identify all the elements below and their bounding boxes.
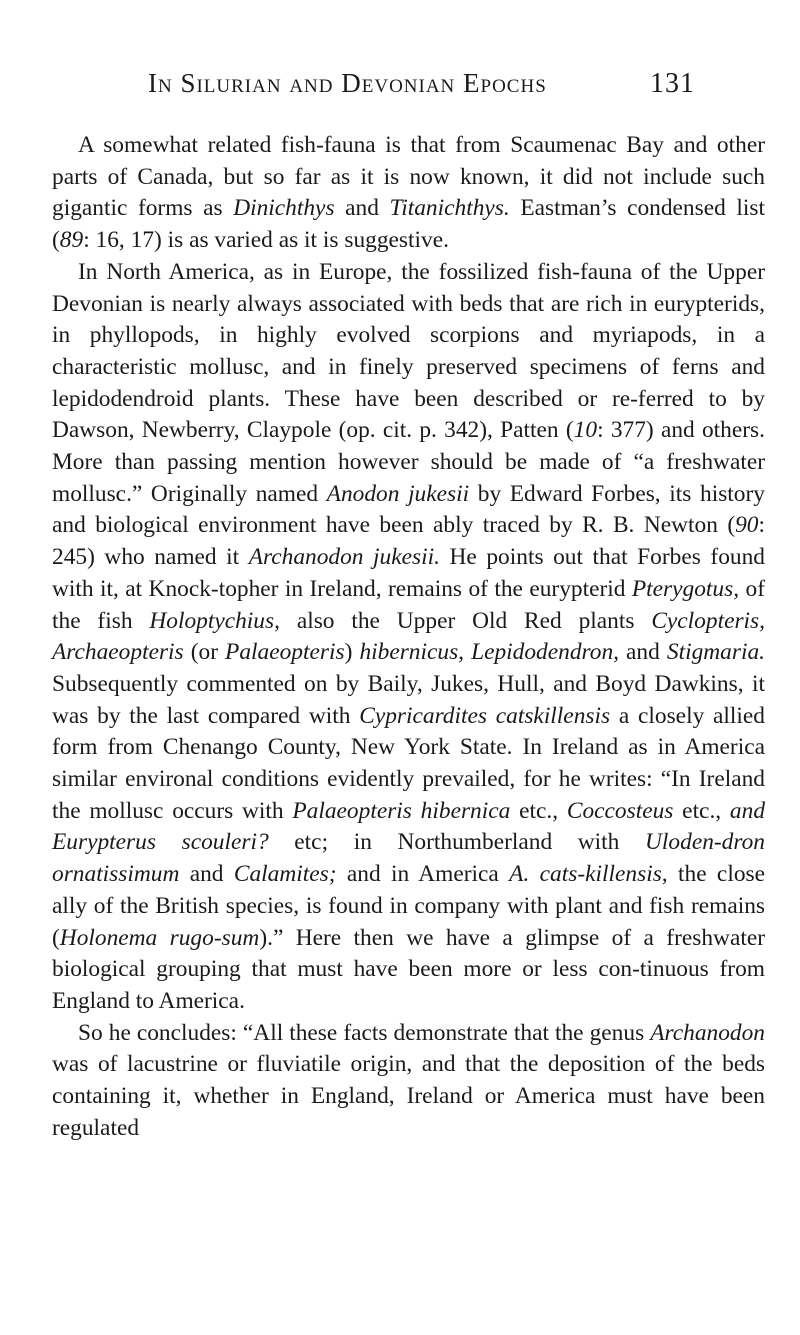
italic-run: Calamites;	[233, 861, 337, 888]
text-run: by Edward Forbes, its history and biological environment have been ably traced by R. B. Newton (	[52, 480, 765, 539]
text-run: the close ally of the British species, is found in company with plant and fish remains (	[52, 861, 765, 951]
italic-run: Palaeopteris hibernica	[292, 797, 511, 824]
italic-run: Holoptychius,	[149, 607, 280, 634]
text-run: Subsequently commented on by Baily, Jukes, Hull, and Boyd Dawkins, it was by the last compared with	[52, 670, 765, 729]
text-run: and in America	[336, 861, 510, 888]
text-run: also the Upper Old Red plants	[279, 607, 652, 634]
text-run: and	[334, 195, 390, 222]
body-text	[52, 130, 765, 1145]
italic-run: Holonema rugo-sum	[59, 924, 260, 951]
paragraph-3	[52, 1018, 765, 1145]
italic-run: Coccosteus	[566, 797, 674, 824]
italic-run: 10	[573, 417, 598, 444]
text-run: (or	[183, 639, 226, 666]
text-run: So he concludes: “All these facts demonstrate that the genus	[78, 1019, 651, 1046]
text-run: and	[619, 639, 667, 666]
text-run: : 377) and others. More than passing mention however should be made of “a freshwater mollusc.” Originally named	[52, 417, 766, 507]
text-run: ).” Here then we have a glimpse of a freshwater biological grouping that must have been more or less con-tinuous from England to America.	[52, 924, 766, 1014]
italic-run: 89	[59, 227, 84, 254]
italic-run: Anodon jukesii	[326, 480, 470, 507]
text-run: a closely allied form from Chenango County, New York State. In Ireland as in America similar environal conditions evidently prevailed, for he writes: “In Ireland the mollusc occurs with	[52, 702, 765, 824]
text-run: )	[344, 639, 360, 666]
text-run: etc.,	[510, 797, 567, 824]
text-run: etc.,	[673, 797, 730, 824]
italic-run: Palaeopteris	[225, 639, 345, 666]
text-run: Eastman’s condensed list (	[52, 195, 765, 254]
running-head: In Silurian and Devonian Epochs	[148, 68, 547, 98]
italic-run: Titanichthys.	[389, 195, 510, 222]
italic-run: Uloden-dron ornatissimum	[52, 829, 765, 888]
text-run: A somewhat related fish-fauna is that from Scaumenac Bay and other parts of Canada, but so far as it is now known, it did not include such gigantic forms as	[52, 132, 765, 222]
italic-run: 90	[735, 512, 759, 539]
page-number: 131	[650, 68, 695, 99]
text-run: In North America, as in Europe, the fossilized fish-fauna of the Upper Devonian is nearly always associated with beds that are rich in eurypterids, in phyllopods, in highly evolved scorpions and myriapods, in a characteristic mollusc, and in finely preserved specimens of ferns and lepidodendroid plants. These have been described or re-ferred to by Dawson, Newberry, Claypole (op. cit. p. 342), Patten (	[52, 258, 765, 444]
italic-run: Cypricardites catskillensis	[359, 702, 611, 729]
italic-run: and Eurypterus scouleri?	[52, 797, 766, 856]
text-run: and	[179, 861, 234, 888]
italic-run: Archanodon	[650, 1019, 765, 1046]
text-run: etc; in Northumberland with	[268, 829, 646, 856]
italic-run: Stigmaria.	[666, 639, 765, 666]
italic-run: Archanodon jukesii.	[248, 544, 440, 571]
text-run: of the fish	[52, 575, 765, 634]
text-run: : 16, 17) is as varied as it is suggestive.	[83, 227, 449, 254]
italic-run: Cyclopteris, Archaeopteris	[52, 607, 765, 666]
italic-run: Pterygotus,	[631, 575, 740, 602]
text-run: He points out that Forbes found with it, at Knock-topher in Ireland, remains of the eurypterid	[52, 544, 765, 602]
italic-run: A. cats-killensis,	[509, 861, 668, 888]
text-run: : 245) who named it	[52, 512, 765, 571]
italic-run: Dinichthys	[233, 195, 335, 222]
paragraph-1	[52, 130, 765, 257]
paragraph-2	[52, 257, 765, 1018]
italic-run: hibernicus, Lepidodendron,	[359, 639, 619, 666]
text-run: was of lacustrine or fluviatile origin, and that the deposition of the beds containing it, whether in England, Ireland or America must have been regulated	[52, 1051, 765, 1141]
